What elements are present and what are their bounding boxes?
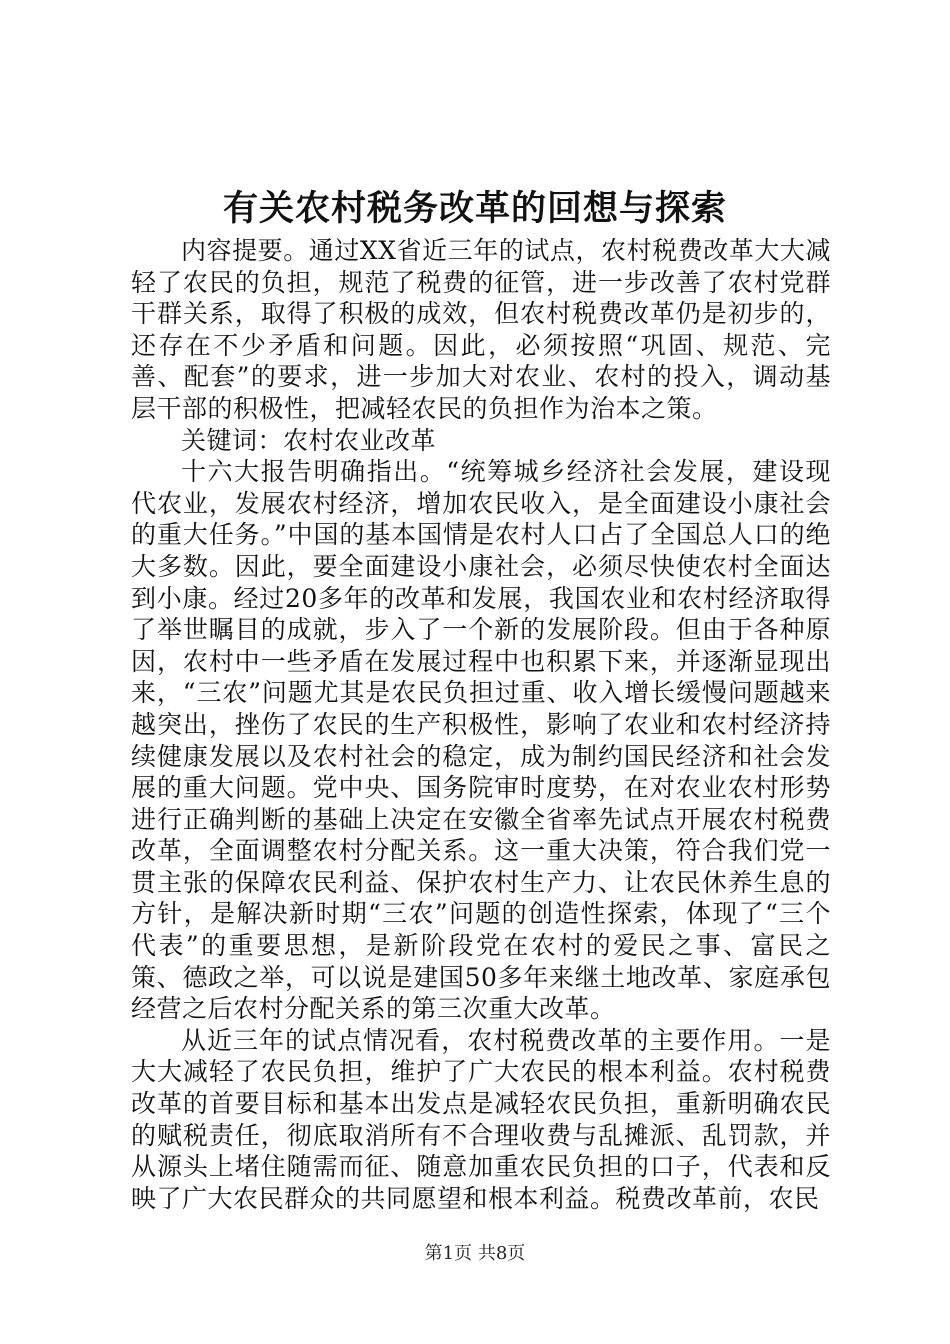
page-number-footer: 第1页 共8页 xyxy=(424,1243,526,1264)
body-paragraph-1: 十六大报告明确指出。“统筹城乡经济社会发展，建设现代农业，发展农村经济，增加农民收入，是全面建设小康社会的重大任务。”中国的基本国情是农村人口占了全国总人口的绝大多数。因此，要全面建设小康社会，必须尽快使农村全面达到小康。经过20多年的改革和发展，我国农业和农村经济取得了举世瞩目的成就，步入了一个新的发展阶段。但由于各种原因，农村中一些矛盾在发展过程中也积累下来，并逐渐显现出来，“三农”问题尤其是农民负担过重、收入增长缓慢问题越来越突出，挫伤了农民的生产积极性，影响了农业和农村经济持续健康发展以及农村社会的稳定，成为制约国民经济和社会发展的重大问题。党中央、国务院审时度势，在对农业农村形势进行正确判断的基础上决定在安徽全省率先试点开展农村税费改革，全面调整农村分配关系。这一重大决策，符合我们党一贯主张的保障农民利益、保护农村生产力、让农民休养生息的方针，是解决新时期“三农”问题的创造性探索，体现了“三个代表”的重要思想，是新阶段党在农村的爱民之事、富民之策、德政之举，可以说是建国50多年来继土地改革、家庭承包经营之后农村分配关系的第三次重大改革。 xyxy=(131,457,831,1024)
document-body xyxy=(131,235,831,1214)
abstract-paragraph: 内容提要。通过XX省近三年的试点，农村税费改革大大减轻了农民的负担，规范了税费的征管，进一步改善了农村党群干群关系，取得了积极的成效，但农村税费改革仍是初步的，还存在不少矛盾和问题。因此，必须按照“巩固、规范、完善、配套”的要求，进一步加大对农业、农村的投入，调动基层干部的积极性，把减轻农民的负担作为治本之策。 xyxy=(131,236,831,423)
document-title: 有关农村税务改革的回想与探索 xyxy=(222,188,727,229)
body-paragraph-2: 从近三年的试点情况看，农村税费改革的主要作用。一是大大减轻了农民负担，维护了广大农民的根本利益。农村税费改革的首要目标和基本出发点是减轻农民负担，重新明确农民的赋税责任，彻底取消所有不合理收费与乱摊派、乱罚款，并从源头上堵住随需而征、随意加重农民负担的口子，代表和反映了广大农民群众的共同愿望和根本利益。税费改革前，农民 xyxy=(131,1025,831,1213)
keywords-line: 关键词：农村农业改革 xyxy=(181,425,437,455)
